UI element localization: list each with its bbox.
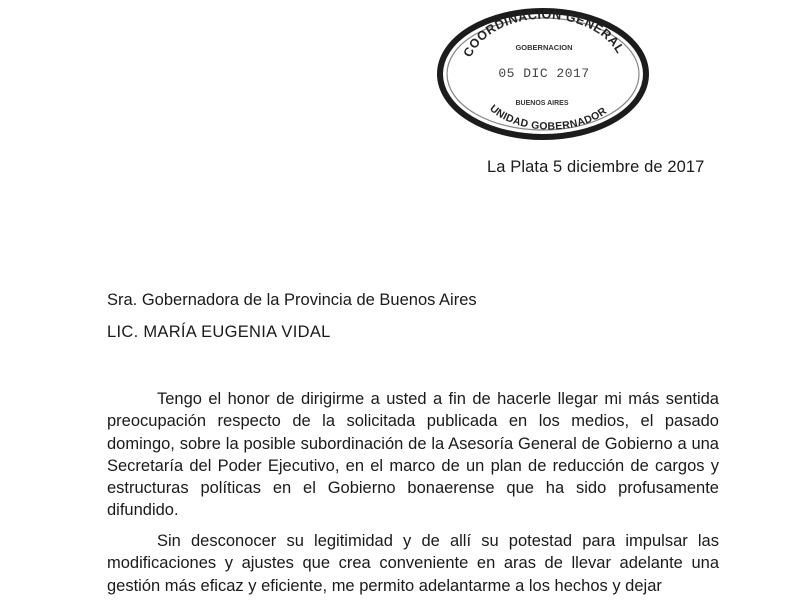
recipient-title: Sra. Gobernadora de la Provincia de Buenos Aires <box>107 291 477 309</box>
stamp-bottom-text: UNIDAD GOBERNADOR <box>487 102 610 133</box>
recipient-name: LIC. MARÍA EUGENIA VIDAL <box>107 323 331 341</box>
paragraph-1: Tengo el honor de dirigirme a usted a fin de hacerle llegar mi más sentida preocupación respecto de la solicitada publicada en los medios, el pasado domingo, sobre la posible subordinación de la Asesoría General de Gobierno a una Secretaría del Poder Ejecutivo, en el marco de un plan de reducción de cargos y estructuras políticas en el Gobierno bonaerense que ha sido profusamente difundido. <box>107 390 719 520</box>
stamp-city: BUENOS AIRES <box>515 100 569 107</box>
coordination-stamp <box>432 4 654 146</box>
stamp-graphic <box>432 4 654 146</box>
stamp-date: 05 DIC 2017 <box>498 66 590 81</box>
paragraph-2: Sin desconocer su legitimidad y de allí su potestad para impulsar las modificaciones y ajustes que crea conveniente en aras de llevar adelante una gestión más eficaz y eficiente, me permito adelantarme a los hechos y dejar <box>107 532 719 595</box>
stamp-office: GOBERNACION <box>515 43 573 52</box>
place-and-date: La Plata 5 diciembre de 2017 <box>487 158 705 176</box>
stamp-top-text: COORDINACION GENERAL <box>460 7 628 60</box>
